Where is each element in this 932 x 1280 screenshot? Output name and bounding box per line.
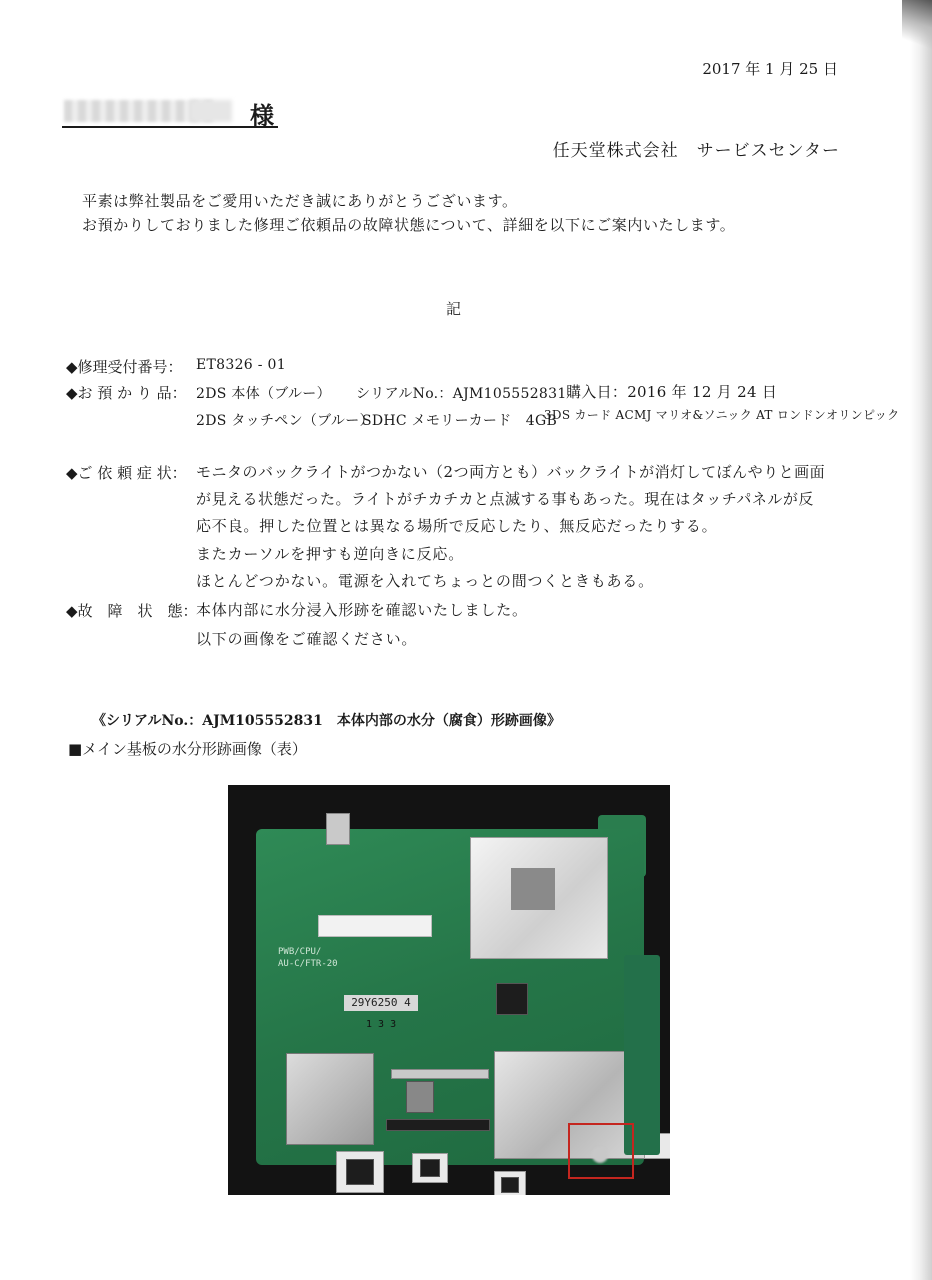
recipient-line [62,96,278,128]
letter-date: 2017 年 1 月 25 日 [702,60,838,78]
main-board-photo [228,785,670,1195]
symptom-line-2: が見える状態だった。ライトがチカチカと点滅する事もあった。現在はタッチパネルが反 [196,490,814,508]
fault-label: ◆故 障 状 態： [66,602,198,620]
sd-card-slot [286,1053,374,1145]
photo-caption: 《シリアルNo.：AJM105552831 本体内部の水分（腐食）形跡画像》 [92,713,561,729]
shield-window [511,868,555,910]
scan-corner-shadow [902,0,932,60]
item-2ds-body: 2DS 本体（ブルー） [196,386,331,402]
board-number-label: 29Y6250 4 [344,995,418,1011]
item-sdhc-card: SDHC メモリーカード 4GB [362,413,558,429]
connector-strip [386,1119,490,1131]
receipt-number-value: ET8326 - 01 [196,357,286,373]
board-silkscreen-2: AU-C/FTR-20 [278,959,338,969]
symptom-line-5: ほとんどつかない。電源を入れてちょっとの間つくときもある。 [196,572,654,590]
chip-3 [346,1159,374,1185]
items-label: ◆お 預 か り 品： [66,384,187,402]
fault-line-2: 以下の画像をご確認ください。 [196,630,418,648]
circuit-board [256,829,644,1165]
symptom-line-1: モニタのバックライトがつかない（2つ両方とも）バックライトが消灯してぼんやりと画面 [196,463,826,481]
top-connector [326,813,350,845]
chip-4 [420,1159,440,1177]
greeting-line-2: お預かりしておりました修理ご依頼品の故障状態について、詳細を以下にご案内いたします。 [82,216,736,234]
receipt-number-label: ◆修理受付番号： [66,358,183,376]
symptom-label: ◆ご 依 頼 症 状： [66,464,187,482]
board-number-label-2: 1 3 3 [366,1019,397,1030]
chip-1 [496,983,528,1015]
redacted-recipient-name-2 [190,100,232,122]
cartridge-slot-shield [470,837,608,959]
item-touch-pen: 2DS タッチペン（ブルー） [196,413,374,429]
greeting-line-1: 平素は弊社製品をご愛用いただき誠にありがとうございます。 [82,192,518,210]
sender-company: 任天堂株式会社 サービスセンター [552,141,840,161]
serial-sticker [318,915,432,937]
symptom-line-3: 応不良。押した位置とは異なる場所で反応したり、無反応だったりする。 [196,517,718,535]
serial-number: シリアルNo.：AJM105552831 [356,386,567,402]
photo-subheading: ■メイン基板の水分形跡画像（表） [68,740,307,758]
flex-connector [391,1069,489,1079]
chip-2 [406,1081,434,1113]
corrosion-highlight-box [568,1123,634,1179]
scan-page-edge [910,0,932,1280]
purchase-date: 購入日：2016 年 12 月 24 日 [566,383,778,401]
chip-5 [501,1177,519,1193]
honorific-sama: 様 [250,101,274,130]
fault-line-1: 本体内部に水分浸入形跡を確認いたしました。 [196,601,528,619]
item-3ds-card: 3DS カード ACMJ マリオ&ソニック AT ロンドンオリンピック [544,408,900,422]
symptom-line-4: またカーソルを押すも逆向きに反応。 [196,545,465,563]
notation-ki: 記 [446,300,462,318]
board-silkscreen-1: PWB/CPU/ [278,947,322,957]
